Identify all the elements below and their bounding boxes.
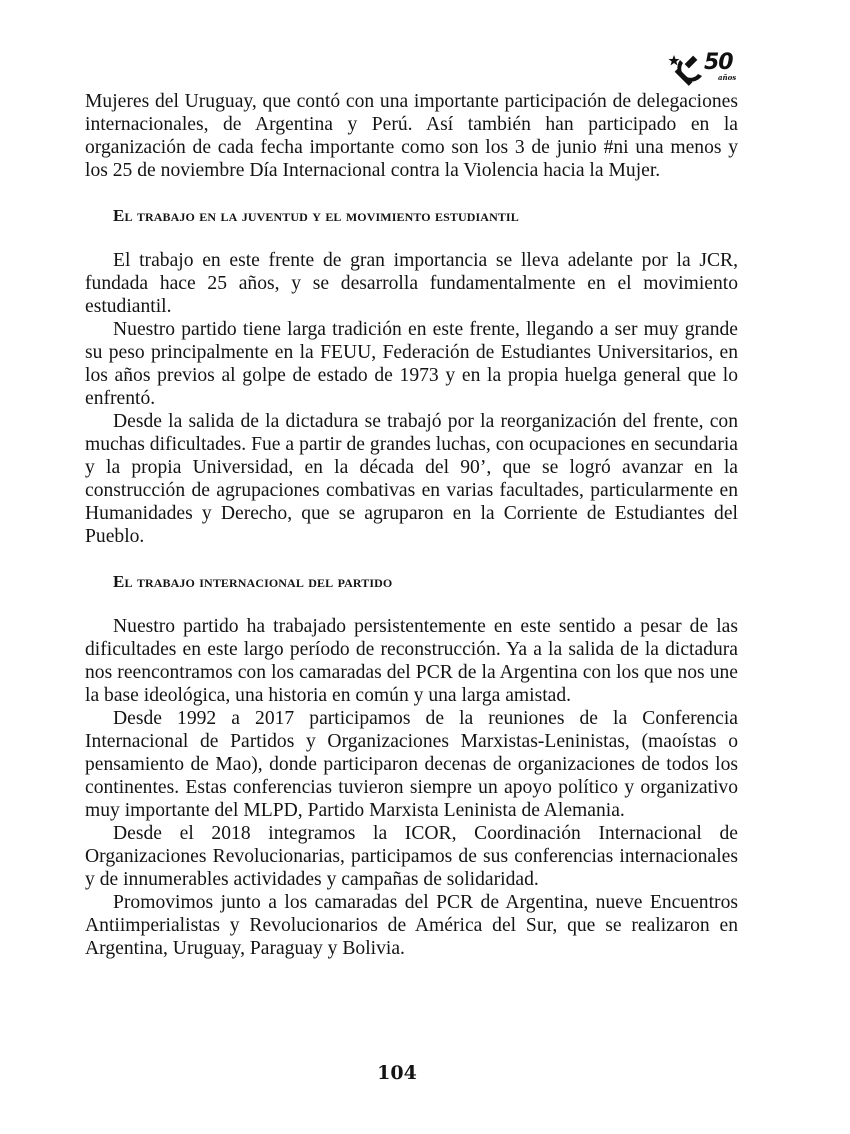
- body-text: [85, 90, 738, 960]
- page-number: 104: [377, 1062, 417, 1084]
- paragraph: Mujeres del Uruguay, que contó con una importante participación de delegaciones internacionales, de Argentina y Perú. Así también han participado en la organización de cada fecha importante como son los 3 de junio #ni una menos y los 25 de noviembre Día Internacional contra la Violencia hacia la Mujer.: [85, 91, 738, 181]
- hammer-sickle-star-icon: [668, 54, 706, 88]
- logo-number: 50: [704, 50, 733, 75]
- section-heading-youth: El trabajo en la juventud y el movimiento estudiantil: [113, 206, 519, 225]
- paragraph: El trabajo en este frente de gran importancia se lleva adelante por la JCR, fundada hace 25 años, y se desarrolla fundamentalmente en el movimiento estudiantil.: [85, 250, 738, 317]
- anniversary-logo: [668, 50, 740, 88]
- paragraph: Nuestro partido ha trabajado persistentemente en este sentido a pesar de las dificultades en este largo período de reconstrucción. Ya a la salida de la dictadura nos reencontramos con los camaradas del PCR de la Argentina con los que nos une la base ideológica, una historia en común y una larga amistad.: [85, 616, 738, 706]
- paragraph: Desde 1992 a 2017 participamos de la reuniones de la Conferencia Internacional de Partidos y Organizaciones Marxistas-Leninistas, (maoístas o pensamiento de Mao), donde participaron decenas de organizaciones de todos los continentes. Estas conferencias tuvieron siempre un apoyo político y organizativo muy importante del MLPD, Partido Marxista Leninista de Alemania.: [85, 708, 738, 821]
- section-heading-international: El trabajo internacional del partido: [113, 572, 393, 591]
- paragraph: Desde la salida de la dictadura se trabajó por la reorganización del frente, con muchas dificultades. Fue a partir de grandes luchas, con ocupaciones en secundaria y la propia Universidad, en la década del 90’, que se logró avanzar en la construcción de agrupaciones combativas en varias facultades, particularmente en Humanidades y Derecho, que se agruparon en la Corriente de Estudiantes del Pueblo.: [85, 411, 738, 547]
- paragraph: Desde el 2018 integramos la ICOR, Coordinación Internacional de Organizaciones Revolucionarias, participamos de sus conferencias internacionales y de innumerables actividades y campañas de solidaridad.: [85, 823, 738, 890]
- paragraph: Nuestro partido tiene larga tradición en este frente, llegando a ser muy grande su peso principalmente en la FEUU, Federación de Estudiantes Universitarios, en los años previos al golpe de estado de 1973 y en la propia huelga general que lo enfrentó.: [85, 319, 738, 409]
- logo-subtext: años: [718, 73, 737, 82]
- paragraph: Promovimos junto a los camaradas del PCR de Argentina, nueve Encuentros Antiimperialistas y Revolucionarios de América del Sur, que se realizaron en Argentina, Uruguay, Paraguay y Bolivia.: [85, 892, 738, 959]
